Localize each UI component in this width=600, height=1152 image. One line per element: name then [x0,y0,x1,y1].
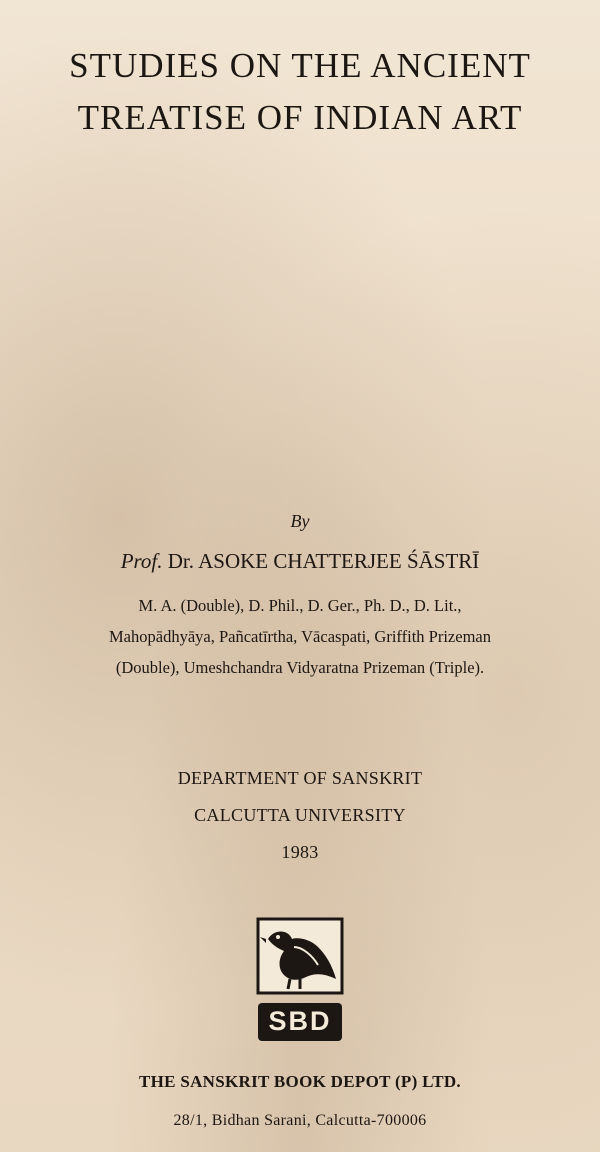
publication-year: 1983 [281,842,319,862]
title-line-1: STUDIES ON THE ANCIENT [69,46,531,85]
publisher-address: 28/1, Bidhan Sarani, Calcutta-700006 [173,1112,427,1129]
credentials-line-3: (Double), Umeshchandra Vidyaratna Prizeman (Triple). [115,658,485,677]
credentials-line-2: Mahopādhyāya, Pañcatīrtha, Vācaspati, Griffith Prizeman [109,627,491,646]
logo-text: SBD [268,1006,332,1036]
author-prefix: Prof. [120,549,163,573]
department-name: DEPARTMENT OF SANSKRIT [177,768,423,788]
author-line [0,549,600,574]
institution-block [0,760,600,871]
credentials-line-1: M. A. (Double), D. Phil., D. Ger., Ph. D., D. Lit., [138,596,462,615]
university-name: CALCUTTA UNIVERSITY [194,805,406,825]
author-credentials [0,590,600,683]
book-title [0,40,600,144]
publisher-name: THE SANSKRIT BOOK DEPOT (P) LTD. [139,1072,461,1091]
publisher-logo [254,917,346,1045]
author-name: Dr. ASOKE CHATTERJEE ŚĀSTRĪ [167,549,480,573]
title-line-2: TREATISE OF INDIAN ART [77,98,523,137]
byline: By [290,511,310,531]
